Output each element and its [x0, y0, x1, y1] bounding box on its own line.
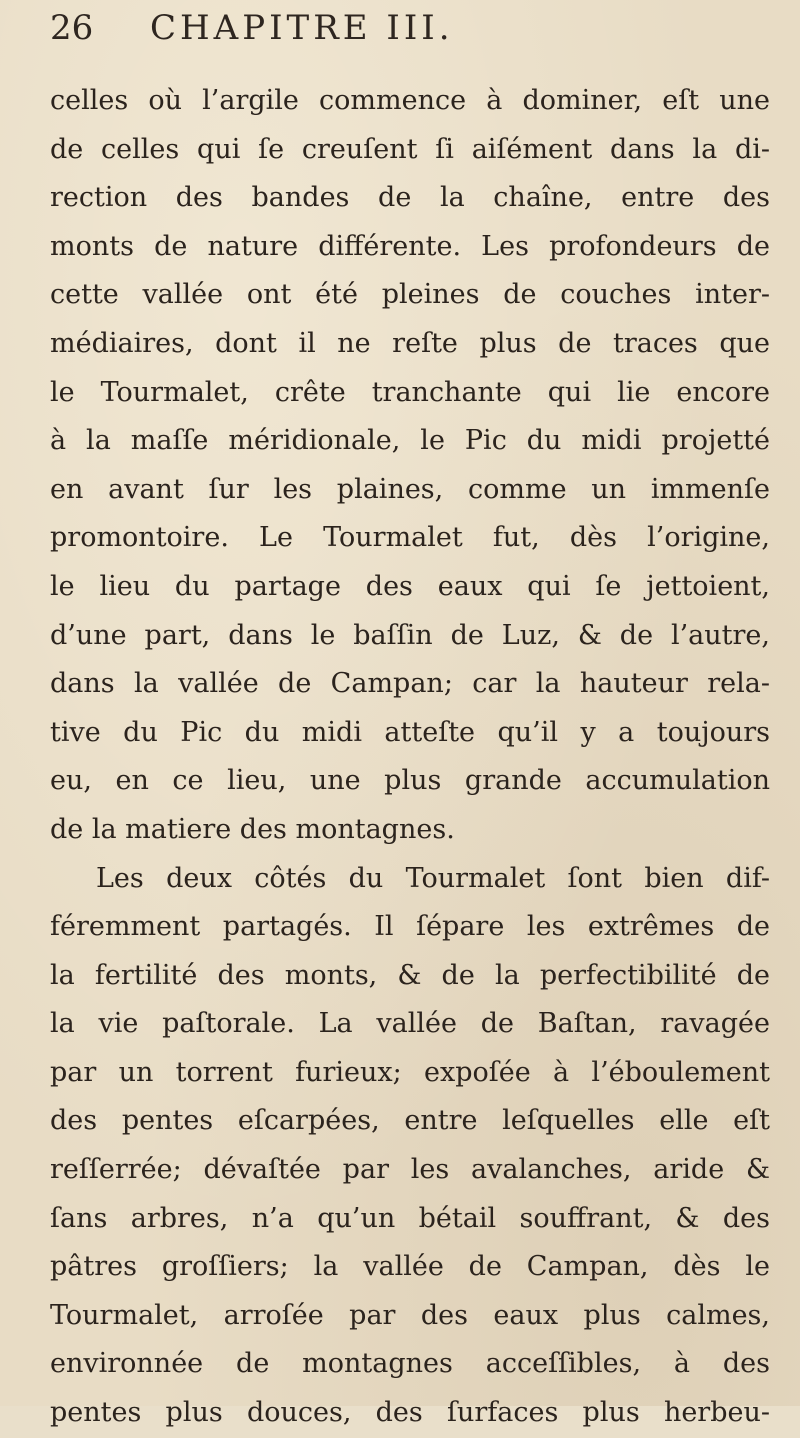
text-line: à la maſſe méridionale, le Pic du midi projetté	[50, 425, 770, 457]
text-line: médiaires, dont il ne reſte plus de traces que	[50, 327, 770, 359]
text-line: monts de nature différente. Les profondeurs de	[50, 230, 770, 262]
page-number: 26	[50, 8, 94, 48]
text-line: pâtres groſſiers; la vallée de Campan, dès le	[50, 1251, 770, 1283]
text-line: la fertilité des monts, & de la perfectibilité de	[50, 959, 770, 991]
text-line: d’une part, dans le baſſin de Luz, & de l’autre,	[50, 619, 770, 651]
text-line: environnée de montagnes acceſſibles, à des	[50, 1348, 770, 1380]
text-line: en avant ſur les plaines, comme un immenſe	[50, 473, 770, 505]
running-head: CHAPITRE III.	[150, 8, 454, 48]
text-line: le Tourmalet, crête tranchante qui lie encore	[50, 376, 770, 408]
text-line: dans la vallée de Campan; car la hauteur rela-	[50, 668, 770, 700]
text-line: ſans arbres, n’a qu’un bétail souffrant, & des	[50, 1202, 770, 1234]
text-line: cette vallée ont été pleines de couches inter-	[50, 279, 770, 311]
text-line: promontoire. Le Tourmalet fut, dès l’origine,	[50, 522, 770, 554]
text-line: la vie paſtorale. La vallée de Baſtan, ravagée	[50, 1008, 770, 1040]
text-line: féremment partagés. Il ſépare les extrêmes de	[50, 911, 770, 943]
text-line: par un torrent furieux; expoſée à l’éboulement	[50, 1056, 770, 1088]
text-line: rection des bandes de la chaîne, entre des	[50, 182, 770, 214]
text-line: Tourmalet, arroſée par des eaux plus calmes,	[50, 1299, 770, 1331]
body-text	[50, 77, 770, 1438]
text-line: des pentes eſcarpées, entre leſquelles elle eſt	[50, 1105, 770, 1137]
paragraph-end-line: de la matiere des montagnes.	[50, 813, 455, 845]
text-line: le lieu du partage des eaux qui ſe jettoient,	[50, 570, 770, 602]
text-line: tive du Pic du midi atteſte qu’il y a toujours	[50, 716, 770, 748]
paragraph-start-line: Les deux côtés du Tourmalet ſont bien dif-	[96, 862, 770, 894]
text-line: eu, en ce lieu, une plus grande accumulation	[50, 765, 770, 797]
text-line: reſſerrée; dévaſtée par les avalanches, aride &	[50, 1154, 770, 1186]
text-line: pentes plus douces, des ſurfaces plus herbeu-	[50, 1397, 770, 1429]
text-line: de celles qui ſe creuſent ſi aiſément dans la di-	[50, 133, 770, 165]
text-line: celles où l’argile commence à dominer, eſt une	[50, 85, 770, 116]
